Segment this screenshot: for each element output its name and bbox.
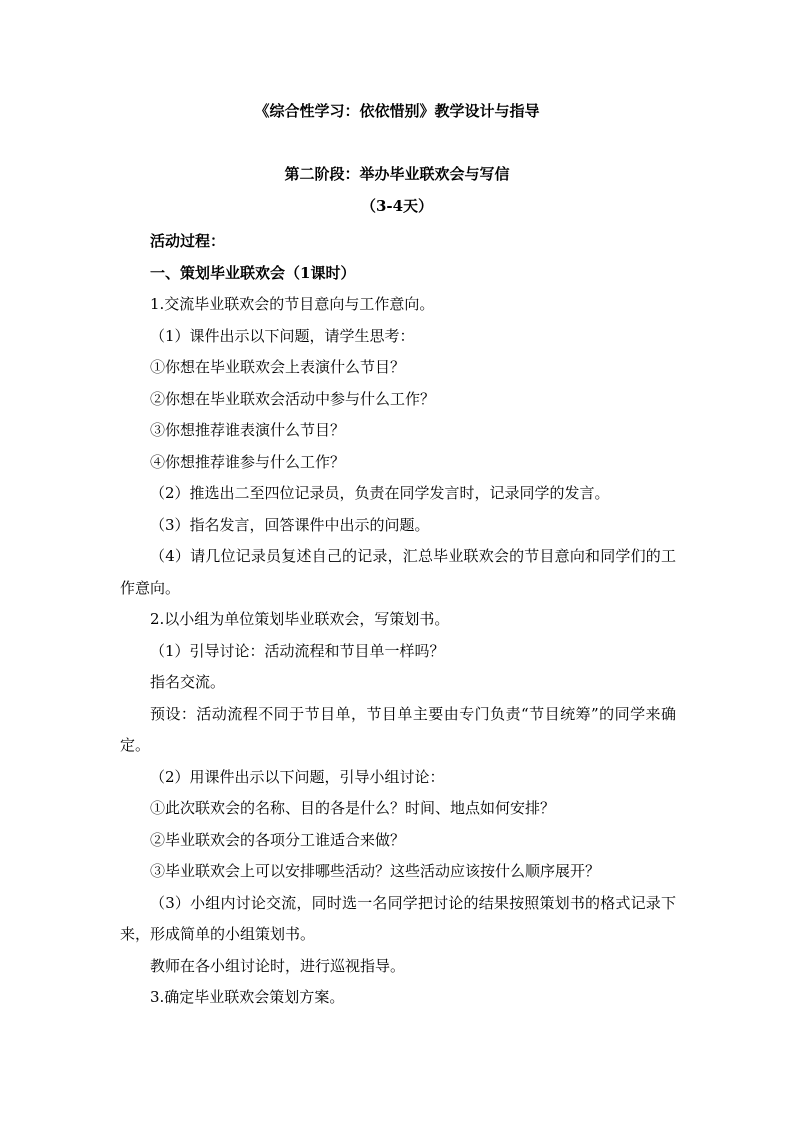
paragraph: ④你想推荐谁参与什么工作？ [150, 452, 346, 471]
paragraph: （2）用课件出示以下问题，引导小组讨论： [150, 767, 445, 786]
document-title: 《综合性学习：依依惜别》教学设计与指导 [254, 102, 540, 120]
paragraph: 指名交流。 [150, 673, 226, 691]
paragraph: （1）课件出示以下问题，请学生思考： [150, 326, 415, 345]
paragraph: （1）引导讨论：活动流程和节目单一样吗？ [150, 641, 445, 660]
document-body [120, 226, 676, 1014]
section-duration: （3-4天） [360, 197, 434, 215]
paragraph: （4）请几位记录员复述自己的记录，汇总毕业联欢会的节目意向和同学们的工作意向。 [120, 547, 676, 597]
paragraph: 一、策划毕业联欢会（1课时） [150, 263, 356, 282]
paragraph: ③毕业联欢会上可以安排哪些活动？这些活动应该按什么顺序展开？ [150, 862, 601, 880]
paragraph: 1.交流毕业联欢会的节目意向与工作意向。 [150, 295, 435, 313]
paragraph: 教师在各小组讨论时，进行巡视指导。 [150, 956, 406, 975]
paragraph: ②你想在毕业联欢会活动中参与什么工作？ [150, 389, 436, 408]
paragraph: ①此次联欢会的名称、目的各是什么？时间、地点如何安排？ [150, 799, 556, 817]
section-subtitle: 第二阶段：举办毕业联欢会与写信 [284, 165, 510, 183]
paragraph: ②毕业联欢会的各项分工谁适合来做？ [150, 830, 406, 849]
paragraph: 活动过程： [150, 232, 226, 250]
paragraph: （3）指名发言，回答课件中出示的问题。 [150, 515, 430, 534]
paragraph: （2）推选出二至四位记录员，负责在同学发言时，记录同学的发言。 [150, 484, 610, 502]
paragraph: （3）小组内讨论交流，同时选一名同学把讨论的结果按照策划书的格式记录下来，形成简单的小组策划书。 [120, 893, 676, 943]
paragraph: ③你想推荐谁表演什么节目？ [150, 421, 346, 439]
paragraph: 2.以小组为单位策划毕业联欢会，写策划书。 [150, 610, 450, 628]
paragraph: 3.确定毕业联欢会策划方案。 [150, 988, 345, 1006]
paragraph: ①你想在毕业联欢会上表演什么节目？ [150, 358, 406, 376]
paragraph: 预设：活动流程不同于节目单，节目单主要由专门负责“节目统筹”的同学来确定。 [120, 704, 676, 754]
